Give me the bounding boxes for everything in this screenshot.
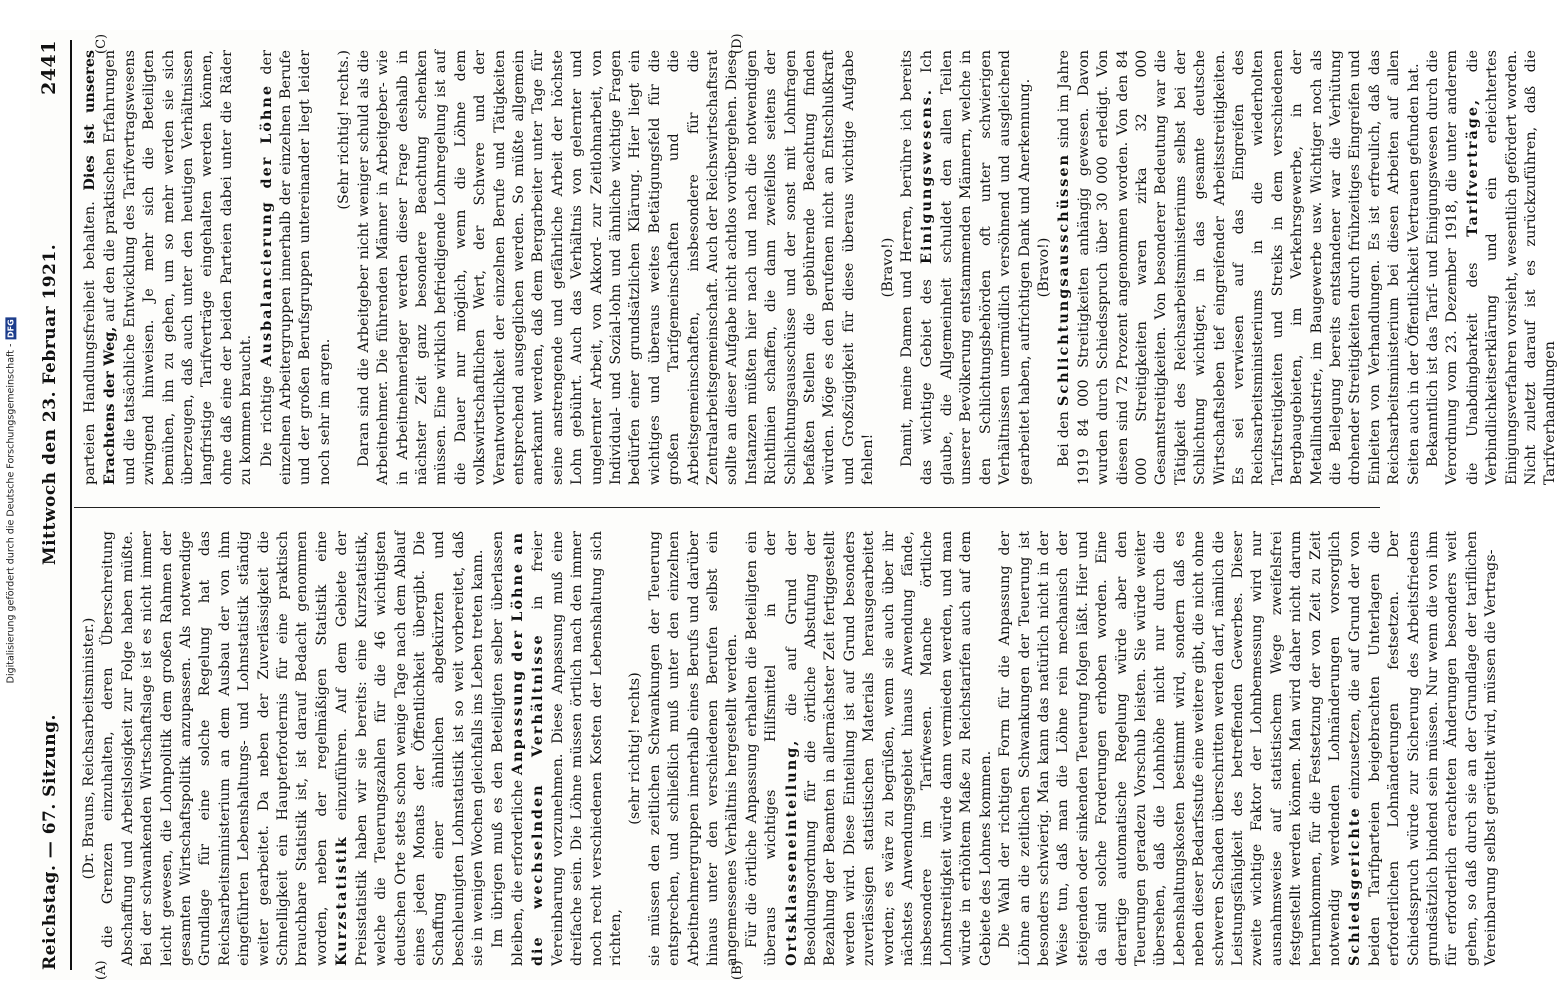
text-run: einzusetzen, die auf Grund der von beiden Tarifparteien beigebrachten Unterlagen die erforderlichen Lohnänderungen festsetzen. Der Schiedsspruch würde zur Sicherung des Arbeitsfriedens grundsätzlich bindend sein müssen. Nur wenn die von ihm für erforderlich erachteten Änderungen besonders weit gehen, so daß durch sie an der Grundlage der tariflichen Vereinbarung selbst gerüttelt wird, müssen die Vertrags- <box>1347 530 1500 966</box>
paragraph: sie müssen den zeitlichen Schwankungen der Teuerung entsprechen, und schließlich muß unter den einzelnen Arbeitnehmergruppen innerhalb eines Berufs und darüber hinaus unter den verschiedenen Berufen selbst ein angemessenes Verhältnis hergestellt werden. <box>646 531 741 966</box>
text-run: auf den die praktischen Erfahrungen und die tatsächliche Entwicklung des Tarifvertragswesens zwingend hinweisen. Je mehr sich die Beteiligten bemühen, ihn zu gehen, um so mehr werden sie sich überzeugen, daß auch unter den heutigen Verhältnissen langfristige Tarifverträge eingehalten werden können, ohne daß eine der beiden Parteien dabei unter die Räder zu kommen braucht. <box>102 50 255 485</box>
text-run: die Grenzen einzuhalten, deren Überschreitung Abschaffung und Arbeitslosigkeit zur Folge haben müßte. Bei der schwankenden Wirtschaftslage ist es nicht immer leicht gewesen, die Lohnpolitik dem großen Rahmen der gesamten Wirtschaftspolitik anzupassen. Als notwendige Grundlage für eine solche Regelung hat das Reichsarbeitsministerium an dem Ausbau der von ihm eingeführten Lebenshaltungs- und Lohnstatistik ständig weiter gearbeitet. Da neben der Zuverlässigkeit die Schnelligkeit ein Haupterfordernis für eine praktisch brauchbare Statistik ist, ist darauf Bedacht genommen worden, neben der regelmäßigen Statistik eine <box>100 531 330 966</box>
text-run: Bekanntlich ist das Tarif- und Einigungswesen durch die Verordnung vom 23. Dezember 1918, die unter anderem die Unabdingbarkeit des <box>1425 50 1481 485</box>
paragraph <box>743 531 996 966</box>
paragraph <box>80 50 257 485</box>
keyword: Ausbalancierung der Löhne <box>257 84 275 367</box>
scanned-page <box>30 30 1559 980</box>
text-run: parteien Handlungsfreiheit behalten. <box>82 201 98 485</box>
keyword: Ortsklasseneinteilung, <box>782 738 800 966</box>
margin-marker-c: (C) <box>94 33 109 54</box>
paragraph <box>1054 50 1424 485</box>
text-run: die Verbindlichkeitserklärung und ein erleichtertes Einigungsverfahren vorsieht, wesentlich gefördert worden. Nicht zuletzt darauf ist es zurückzuführen, daß die Tarifverhandlungen <box>1464 49 1559 485</box>
text-run: Im übrigen muß es den Beteiligten selber überlassen bleiben, die erforderliche <box>489 531 526 966</box>
column-rule <box>74 507 1380 508</box>
session-date: Mittwoch den 23. Februar 1921. <box>40 243 60 566</box>
interjection: (Bravo!) <box>1035 237 1052 298</box>
text-run: einzuführen. Auf dem Gebiete der Preisstatistik haben wir sie bereits: eine Kurzstatistik, welche die Teuerungszahlen für die 46 wichtigsten deutschen Orte stets schon wenige Tage nach dem Ablauf eines jeden Monats der Öffentlichkeit übergibt. Die Schaffung einer ähnlichen abgekürzten und beschleunigten Lohnstatistik ist so weit vorbereitet, daß sie in wenigen Wochen gleichfalls ins Leben treten kann. <box>334 530 487 966</box>
text-run: die auf Grund der Besoldungsordnung für die örtliche Abstufung der Bezahlung der Beamten in allernächster Zeit fertiggestellt werden wird. Diese Einteilung ist auf Grund besonders zuverlässigen statistischen Materials herausgearbeitet worden; es wäre zu begrüßen, wenn sie auch über ihr nächstes Anwendungsgebiet hinaus Anwendung fände, insbesondere im Tarifwesen. Manche örtliche Lohnstreitigkeit würde dann vermieden werden, und man würde in erhöhtem Maße zu Reichstarifen auch auf dem Gebiete des Lohnes kommen. <box>783 531 994 966</box>
text-run: Die richtige <box>258 376 275 467</box>
text-run: Für die örtliche Anpassung erhalten die Beteiligten ein überaus wichtiges Hilfsmittel in der <box>743 531 780 966</box>
keyword: Kurzstatistik <box>333 835 351 966</box>
keyword: Tarifverträge, <box>1463 98 1481 237</box>
margin-marker-d: (D) <box>730 33 745 54</box>
digitization-credit <box>2 0 20 1000</box>
paragraph <box>257 50 336 485</box>
keyword: Dies ist unseres Erachtens der Weg, <box>81 50 119 485</box>
right-column <box>80 49 1559 485</box>
dfg-logo-icon: DFG <box>6 318 16 338</box>
margin-marker-b: (B) <box>730 960 745 980</box>
text-run: der einzelnen Arbeitergruppen innerhalb der einzelnen Berufe und der großen Berufsgruppen untereinander liegt leider noch sehr im argen. <box>258 50 333 485</box>
paragraph <box>1424 50 1561 485</box>
credit-text: Digitalisierung gefördert durch die Deutsche Forschungsgemeinschaft - <box>5 343 17 683</box>
paragraph <box>489 531 627 966</box>
interjection: (Bravo!) <box>879 237 896 298</box>
keyword: Schlichtungsausschüssen <box>1055 153 1073 407</box>
left-column <box>80 530 1500 966</box>
margin-marker-a: (A) <box>94 960 109 980</box>
text-run: in freier Vereinbarung vorzunehmen. Diese Anpassung muß eine dreifache sein. Die Löhne müssen örtlich nach den immer noch recht verschiedenen Kosten der Lebenshaltung sich richten, <box>530 531 624 966</box>
text-run: Bei den <box>1056 411 1073 467</box>
text-run: sind im Jahre 1919 84 000 Streitigkeiten anhängig gewesen. Davon wurden durch Schiedsspruch über 30 000 erledigt. Von diesen sind 72 Prozent angenommen worden. Von den 84 000 Streitigkeiten waren zirka 32 000 Gesamtstreitigkeiten. Von besonderer Bedeutung war die Tätigkeit des Reichsarbeitsministeriums selbst bei der Schlichtung wichtiger, in das gesamte deutsche Wirtschaftsleben tief eingreifender Arbeitsstreitigkeiten. Es sei verwiesen auf das Eingreifen des Reichsarbeitsministeriums in die wiederholten Tarifstreitigkeiten und Streiks in dem verschiedenen Bergbaugebieten, im Verkehrsgewerbe, in der Metallindustrie, im Baugewerbe usw. Wichtiger noch als die Beilegung bereits entstandener war die Verhütung drohender Streitigkeiten durch frühzeitiges Eingreifen und Einleiten von Verhandlungen. Es ist erfreulich, daß das Reichsarbeitsministerium bei diesen Arbeiten auf allen Seiten auch in der Öffentlichkeit Vertrauen gefunden hat. <box>1056 50 1422 485</box>
header-rule <box>70 40 72 970</box>
paragraph <box>898 50 1035 485</box>
keyword: Schiedsgerichte <box>1346 806 1364 966</box>
text-run: Ich glaube, die Allgemeinheit schuldet den allen Teilen unserer Bevölkerung entstammenden Männern, welche in den Schlichtungsbehörden oft unter schwierigen Verhältnissen unermüdlich versöhnend und ausgleichend gearbeitet haben, aufrichtigen Dank und Anerkennung. <box>919 50 1033 485</box>
keyword: Anpassung der Löhne an die wechselnden Verhältnisse <box>508 530 547 966</box>
page-number: 2441 <box>38 40 60 95</box>
interjection: (Sehr richtig! rechts.) <box>336 50 353 210</box>
running-head <box>38 40 68 970</box>
newspaper-page <box>30 30 1559 980</box>
keyword: Einigungswesens. <box>918 88 936 264</box>
text-run: Damit, meine Damen und Herren, berühre ich bereits das wichtige Gebiet des <box>899 50 936 485</box>
paragraph <box>996 531 1502 966</box>
paragraph <box>99 531 488 966</box>
text-run: Die Wahl der richtigen Form für die Anpassung der Löhne an die zeitlichen Schwankungen der Teuerung ist besonders schwierig. Man kann das natürlich nicht in der Weise tun, daß man die Löhne rein mechanisch der steigenden oder sinkenden Teuerung folgen läßt. Hier und da sind solche Forderungen erhoben worden. Eine derartige automatische Regelung würde aber den Teuerungen geradezu Vorschub leisten. Sie würde weiter übersehen, daß die Lohnhöhe nicht nur durch die Lebenshaltungskosten bestimmt wird, sondern daß es neben dieser Bedarfsstufe eine weitere gibt, die nicht ohne schweren Schaden überschritten werden darf, nämlich die Leistungsfähigkeit des betreffenden Gewerbes. Dieser zweite wichtige Faktor der Lohnbemessung wird nur ausnahmsweise auf statistischem Wege zweifelsfrei festgestellt werden können. Man wird daher nicht darum herumkommen, für die Festsetzung der von Zeit zu Zeit notwendig werdenden Lohnänderungen vorsorglich <box>997 531 1343 966</box>
interjection: (sehr richtig! rechts) <box>627 672 644 825</box>
speaker-line: (Dr. Brauns, Reichsarbeitsminister.) <box>81 617 97 880</box>
paragraph: Daran sind die Arbeitgeber nicht weniger schuld als die Arbeitnehmer. Die führenden Männer in Arbeitgeber- wie in Arbeitnehmerlager werden dieser Frage deshalb in nächster Zeit ganz besondere Beachtung schenken müssen. Eine wirklich befriedigende Lohnregelung ist auf die Dauer nur möglich, wenn die Löhne dem volkswirtschaftlichen Wert, der Schwere und der Verantwortlichkeit der einzelnen Berufe und Tätigkeiten entsprechend ausgeglichen werden. So müßte allgemein anerkannt werden, daß dem Bergarbeiter unter Tage für seine anstrengende und gefährliche Arbeit der höchste Lohn gebührt. Auch das Verhältnis von gelernter und ungelernter Arbeit, von Akkord- zur Zeitlohnarbeit, von Individual- und Sozial-lohn und ähnliche wichtige Fragen bedürfen einer grundsätzlichen Klärung. Hier liegt ein wichtiges und überaus weites Betätigungsfeld für die großen Tarifgemeinschaften und die Arbeitsgemeinschaften, insbesondere für die Zentralarbeitsgemeinschaft. Auch der Reichswirtschaftsrat sollte an dieser Aufgabe nicht achtlos vorübergehen. Diese Instanzen müßten hier nach und nach die notwendigen Richtlinien schaffen, die dann zweifellos seitens der Schlichtungsausschüsse und der sonst mit Lohnfragen befaßten Stellen die gebührende Beachtung finden würden. Möge es den Berufenen nicht an Entschlußkraft und Großzügigkeit für diese überaus wichtige Aufgabe fehlen! <box>355 50 877 485</box>
session-title: Reichstag. — 67. Sitzung. <box>40 714 60 970</box>
